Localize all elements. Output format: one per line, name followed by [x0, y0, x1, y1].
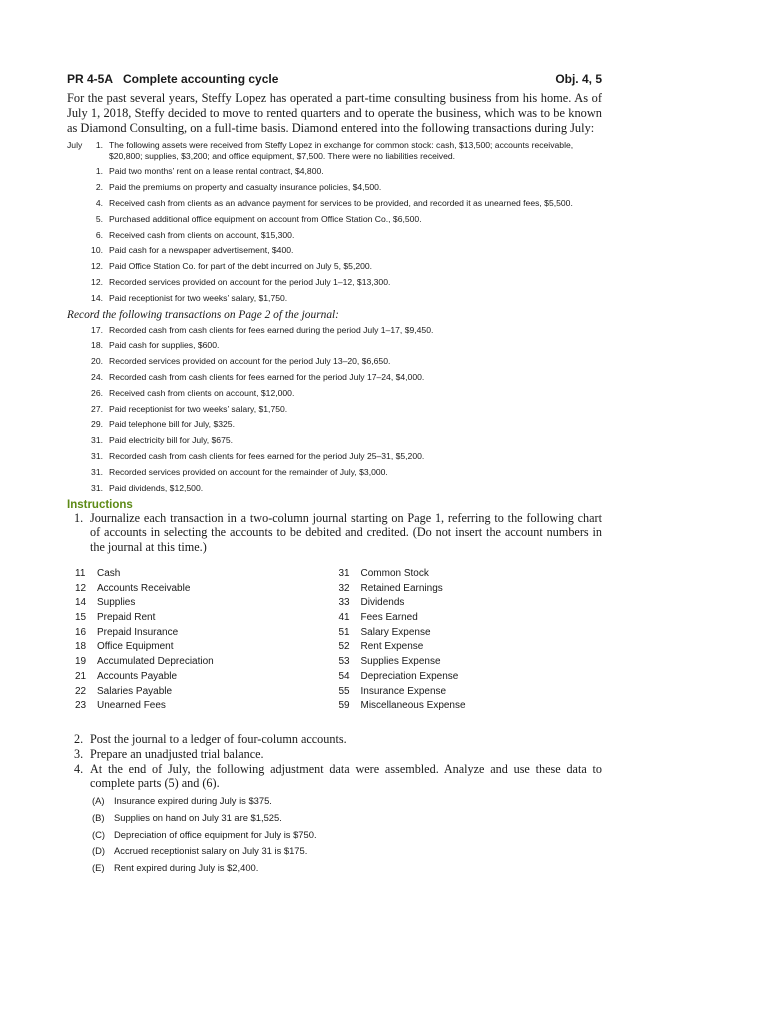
transaction-day: 31. [91, 482, 103, 493]
account-entry [339, 611, 603, 626]
account-number: 18 [75, 641, 87, 653]
problem-id: PR 4-5A [67, 72, 114, 86]
account-entry [75, 670, 339, 685]
account-name: Salaries Payable [97, 685, 173, 697]
account-name: Office Equipment [97, 641, 174, 653]
transaction-text: Recorded services provided on account for the remainder of July, $3,000. [109, 466, 388, 477]
transaction-month-spacer [67, 325, 87, 336]
account-name: Accounts Payable [97, 670, 178, 682]
transaction-item [67, 198, 602, 209]
account-name: Supplies [97, 597, 136, 609]
account-name: Supplies Expense [360, 656, 441, 668]
transaction-month-spacer [67, 388, 87, 399]
transaction-day: 10. [91, 245, 103, 256]
adjustment-text: Depreciation of office equipment for July is $750. [114, 828, 317, 840]
transaction-day: 17. [91, 324, 103, 335]
transaction-item [67, 245, 602, 256]
transaction-month [67, 293, 87, 304]
instructions-title: Instructions [67, 498, 133, 511]
transaction-day: 18. [91, 340, 103, 351]
transaction-month-spacer [67, 356, 87, 367]
transaction-item [67, 277, 602, 288]
transaction-month [67, 245, 87, 256]
transaction-text: Paid receptionist for two weeks’ salary, $1,750. [109, 292, 288, 303]
account-name: Depreciation Expense [360, 670, 459, 682]
account-name: Common Stock [360, 567, 429, 579]
transaction-month [67, 182, 87, 193]
later-instruction-steps [67, 732, 602, 791]
adjustment-item [92, 812, 602, 824]
account-number: 15 [75, 612, 87, 624]
account-entry [339, 596, 603, 611]
account-entry [75, 611, 339, 626]
account-number: 12 [75, 582, 87, 594]
account-entry [75, 655, 339, 670]
account-number: 53 [338, 656, 350, 668]
transaction-text: Received cash from clients on account, $12,000. [109, 387, 295, 398]
account-number: 31 [338, 567, 350, 579]
account-name: Salary Expense [360, 626, 431, 638]
transaction-month [67, 261, 87, 272]
account-name: Cash [97, 567, 121, 579]
account-entry [75, 567, 339, 582]
transaction-text: Paid telephone bill for July, $325. [109, 419, 235, 430]
transaction-month-spacer [67, 372, 87, 383]
problem-title-group [67, 72, 278, 86]
transaction-item [67, 140, 602, 162]
instruction-step [67, 747, 602, 762]
transaction-month-spacer [67, 419, 87, 430]
transaction-text: Paid receptionist for two weeks’ salary, $1,750. [109, 403, 288, 414]
account-number: 11 [75, 567, 86, 579]
transaction-item [67, 404, 602, 415]
account-number: 33 [338, 597, 350, 609]
transaction-item [67, 325, 602, 336]
adjustment-text: Supplies on hand on July 31 are $1,525. [114, 811, 282, 823]
account-entry [339, 567, 603, 582]
adjustment-letter: (B) [92, 811, 105, 823]
account-entry [75, 685, 339, 700]
problem-title: Complete accounting cycle [123, 72, 279, 86]
transaction-text: Paid dividends, $12,500. [109, 482, 204, 493]
account-number: 59 [338, 700, 350, 712]
account-entry [75, 626, 339, 641]
transaction-text: Paid cash for supplies, $600. [109, 340, 220, 351]
adjustment-text: Rent expired during July is $2,400. [114, 861, 259, 873]
transaction-day: 26. [91, 387, 103, 398]
account-name: Retained Earnings [360, 582, 443, 594]
transaction-text: Purchased additional office equipment on account from Office Station Co., $6,500. [109, 213, 422, 224]
adjustment-letter: (C) [92, 828, 106, 840]
transaction-item [67, 483, 602, 494]
transaction-item [67, 340, 602, 351]
adjustment-text: Accrued receptionist salary on July 31 is $175. [114, 845, 308, 857]
adjustment-item [92, 845, 602, 857]
account-entry [75, 596, 339, 611]
accounts-column-right [339, 567, 603, 714]
transaction-item [67, 230, 602, 241]
account-entry [339, 655, 603, 670]
account-entry [75, 582, 339, 597]
step-number: 1. [74, 510, 84, 525]
transaction-text: Received cash from clients on account, $15,300. [109, 229, 295, 240]
transaction-item [67, 166, 602, 177]
step-number: 3. [74, 746, 84, 761]
transaction-day: 20. [91, 356, 103, 367]
account-name: Prepaid Insurance [97, 626, 179, 638]
instruction-step-1 [67, 511, 602, 555]
transaction-item [67, 388, 602, 399]
account-name: Accumulated Depreciation [97, 656, 214, 668]
adjustment-text: Insurance expired during July is $375. [114, 795, 272, 807]
transaction-day: 4. [95, 198, 103, 208]
intro-paragraph: For the past several years, Steffy Lopez has operated a part-time consulting business from his home. As of July 1, 2018, Steffy decided to move to rented quarters and to operate the business, which was to be known as Diamond Consulting, on a full-time basis. Diamond entered into the following transactions during July: [67, 91, 602, 136]
transaction-month-spacer [67, 340, 87, 351]
transaction-day: 31. [91, 466, 103, 477]
transaction-month-spacer [67, 451, 87, 462]
transaction-day: 27. [91, 403, 103, 414]
account-entry [75, 699, 339, 714]
transaction-text: Paid the premiums on property and casualty insurance policies, $4,500. [109, 182, 382, 193]
account-name: Unearned Fees [97, 700, 166, 712]
account-number: 55 [338, 685, 350, 697]
account-number: 14 [75, 597, 87, 609]
account-number: 21 [75, 670, 87, 682]
transaction-text: Received cash from clients as an advance payment for services to be provided, and recorded it as unearned fees, $5,500. [109, 198, 573, 208]
account-number: 19 [75, 656, 87, 668]
account-entry [75, 640, 339, 655]
transaction-month-spacer [67, 404, 87, 415]
transaction-item [67, 451, 602, 462]
transaction-text: Paid electricity bill for July, $675. [109, 435, 234, 446]
step-text: Journalize each transaction in a two-column journal starting on Page 1, referring to the following chart of accounts in selecting the accounts to be debited and credited. (Do not insert the account numbers in the journal at this time.) [90, 510, 602, 555]
account-entry [339, 582, 603, 597]
transaction-day: 29. [91, 419, 103, 430]
transaction-day: 14. [91, 292, 103, 303]
account-entry [339, 670, 603, 685]
account-number: 23 [75, 700, 87, 712]
adjustment-item [92, 795, 602, 807]
step-number: 2. [74, 731, 84, 746]
transaction-text: Paid two months’ rent on a lease rental contract, $4,800. [109, 166, 324, 177]
objectives-label: Obj. 4, 5 [555, 72, 602, 86]
transaction-day: 1. [95, 166, 103, 177]
transaction-month [67, 198, 87, 209]
transaction-item [67, 261, 602, 272]
account-name: Dividends [360, 597, 405, 609]
transaction-day: 31. [91, 450, 103, 461]
account-number: 16 [75, 626, 87, 638]
adjustment-letter: (D) [92, 845, 106, 857]
account-entry [339, 640, 603, 655]
account-entry [339, 699, 603, 714]
account-name: Insurance Expense [360, 685, 447, 697]
transaction-day: 1. [95, 139, 103, 150]
account-entry [339, 626, 603, 641]
transaction-month [67, 214, 87, 225]
transaction-text: Recorded services provided on account for the period July 1–12, $13,300. [109, 276, 391, 287]
transaction-month [67, 230, 87, 241]
transaction-day: 12. [91, 261, 103, 272]
transaction-item [67, 435, 602, 446]
account-number: 54 [338, 670, 350, 682]
adjustment-letter: (A) [92, 795, 105, 807]
step-text: Post the journal to a ledger of four-column accounts. [90, 731, 347, 746]
transaction-text: Recorded cash from cash clients for fees earned during the period July 1–17, $9,450. [109, 324, 434, 335]
adjustment-item [92, 829, 602, 841]
transaction-month-spacer [67, 435, 87, 446]
account-number: 22 [75, 685, 87, 697]
transaction-month-spacer [67, 467, 87, 478]
transaction-text: Paid cash for a newspaper advertisement, $400. [109, 245, 294, 256]
instruction-step [67, 762, 602, 792]
transaction-day: 6. [95, 229, 103, 240]
account-number: 32 [338, 582, 350, 594]
account-name: Miscellaneous Expense [360, 700, 466, 712]
transaction-item [67, 214, 602, 225]
account-number: 52 [338, 641, 350, 653]
account-number: 41 [338, 612, 350, 624]
transaction-day: 31. [91, 435, 103, 446]
transaction-month [67, 166, 87, 177]
transaction-day: 24. [91, 371, 103, 382]
account-number: 51 [338, 626, 350, 638]
account-name: Fees Earned [360, 612, 418, 624]
transaction-item [67, 419, 602, 430]
transactions-list-page1 [67, 140, 602, 304]
transaction-item [67, 356, 602, 367]
transaction-text: Recorded cash from cash clients for fees earned for the period July 25–31, $5,200. [109, 450, 425, 461]
transaction-month [67, 277, 87, 288]
transaction-month-spacer [67, 483, 87, 494]
transaction-day: 2. [95, 182, 103, 193]
account-entry [339, 685, 603, 700]
transaction-month: July [67, 139, 83, 150]
transactions-list-page2 [67, 325, 602, 494]
textbook-page [67, 72, 602, 879]
transaction-day: 5. [95, 213, 103, 224]
transaction-item [67, 182, 602, 193]
transaction-day: 12. [91, 276, 103, 287]
transaction-text: Recorded cash from cash clients for fees earned for the period July 17–24, $4,000. [109, 371, 425, 382]
instruction-step [67, 732, 602, 747]
transaction-item [67, 467, 602, 478]
adjustment-letter: (E) [92, 861, 105, 873]
adjustment-item [92, 862, 602, 874]
account-name: Rent Expense [360, 641, 424, 653]
account-name: Accounts Receivable [97, 582, 191, 594]
page2-heading: Record the following transactions on Page 2 of the journal: [67, 308, 339, 321]
problem-header [67, 72, 602, 86]
accounts-column-left [75, 567, 339, 714]
adjustment-data-list [67, 795, 602, 874]
step-number: 4. [74, 761, 84, 776]
transaction-text: Recorded services provided on account for the period July 13–20, $6,650. [109, 356, 391, 367]
transaction-text: The following assets were received from Steffy Lopez in exchange for common stock: cash, $13,500; accounts receivable, $20,800; supplies, $3,200; and office equipment, $7,500. There were no liabilities received. [109, 139, 574, 161]
transaction-item [67, 372, 602, 383]
transaction-text: Paid Office Station Co. for part of the debt incurred on July 5, $5,200. [109, 261, 373, 272]
transaction-item [67, 293, 602, 304]
step-text: At the end of July, the following adjustment data were assembled. Analyze and use these data to complete parts (5) and (6). [90, 761, 602, 791]
chart-of-accounts [67, 567, 602, 714]
step-text: Prepare an unadjusted trial balance. [90, 746, 264, 761]
account-name: Prepaid Rent [97, 612, 156, 624]
